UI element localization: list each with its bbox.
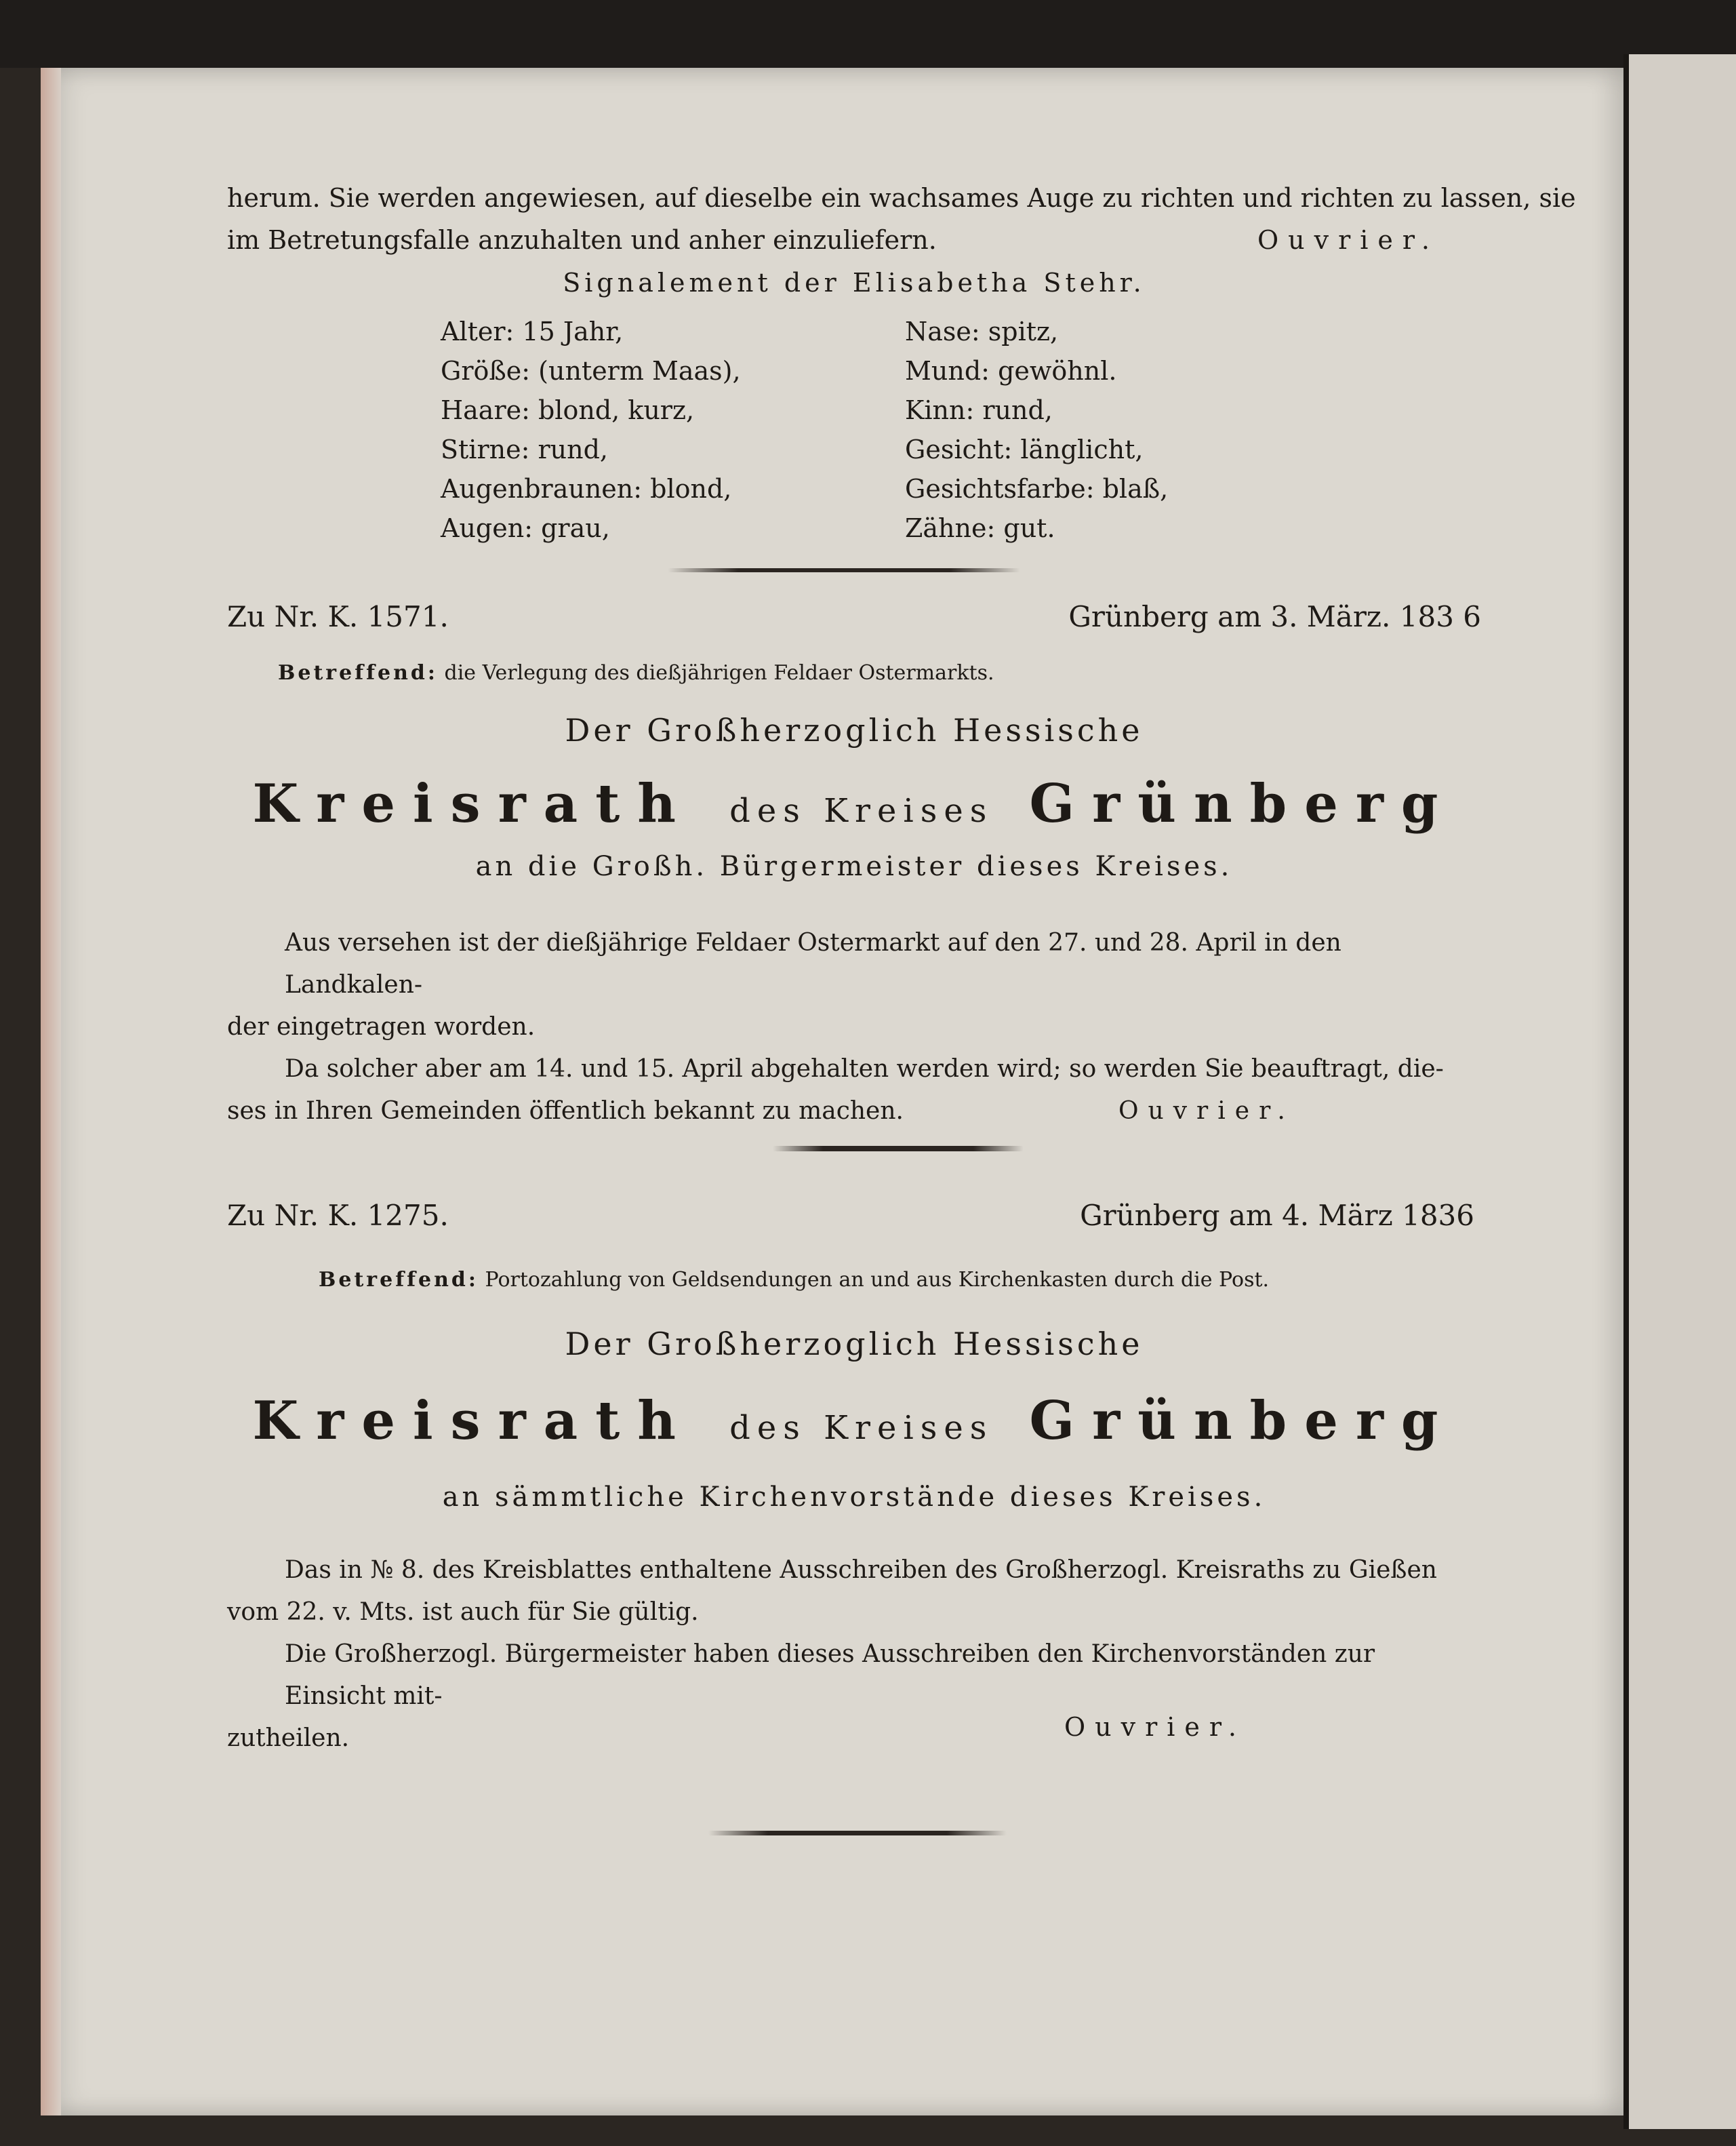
subject-line — [319, 1268, 1573, 1292]
signalement-right-column — [905, 312, 1168, 548]
body-line: Aus versehen ist der dießjährige Feldaer Ostermarkt auf den 27. und 28. April in den Landkalen- — [285, 929, 1341, 999]
signalement-entry: Alter: 15 Jahr, — [441, 317, 624, 346]
heading-word: Kreisrath — [252, 773, 693, 835]
subject-label: Betreffend: — [319, 1268, 479, 1292]
body-text: ses in Ihren Gemeinden öffentlich bekannt zu machen. — [227, 1097, 904, 1125]
institution-heading: Der Großherzoglich Hessische — [565, 1326, 1144, 1362]
body-line — [227, 1090, 1481, 1132]
reference-number: Zu Nr. K. 1571. — [227, 600, 449, 633]
subject-text: die Verlegung des dießjährigen Feldaer Ostermarkts. — [444, 661, 994, 685]
signalement-entry: Gesichtsfarbe: blaß, — [905, 474, 1169, 504]
signalement-entry: Gesicht: länglicht, — [905, 435, 1144, 464]
signalement-entry: Augen: grau, — [441, 513, 610, 543]
signalement-title: Signalement der Elisabetha Stehr. — [563, 268, 1146, 298]
divider — [773, 1146, 1024, 1151]
date: Grünberg am 4. März 1836 — [1080, 1199, 1474, 1232]
signalement-entry: Mund: gewöhnl. — [905, 356, 1117, 386]
subject-line — [278, 661, 1532, 685]
subject-text: Portozahlung von Geldsendungen an und aus Kirchenkasten durch die Post. — [485, 1268, 1270, 1292]
binding-top — [0, 0, 1736, 68]
text-line — [227, 183, 1576, 213]
body-line: der eingetragen worden. — [227, 1013, 536, 1041]
signalement-entry: Augenbraunen: blond, — [441, 474, 732, 504]
body-paragraph — [227, 922, 1481, 1132]
signature: Ouvrier. — [1257, 225, 1439, 255]
signalement-entry: Nase: spitz, — [905, 317, 1059, 346]
divider — [708, 1831, 1007, 1835]
signalement-entry: Haare: blond, kurz, — [441, 395, 695, 425]
heading-word: Grünberg — [1029, 773, 1456, 835]
body-line: Da solcher aber am 14. und 15. April abgehalten werden wird; so werden Sie beauftragt, die- — [285, 1055, 1444, 1083]
heading-word: Kreisrath — [252, 1390, 693, 1452]
heading-word: des Kreises — [729, 1409, 994, 1447]
signalement-left-column — [441, 312, 741, 548]
signature: Ouvrier. — [1064, 1712, 1246, 1742]
body-line: zutheilen. — [227, 1724, 350, 1752]
reference-number: Zu Nr. K. 1275. — [227, 1199, 449, 1232]
addressee: an die Großh. Bürgermeister dieses Kreises. — [475, 851, 1233, 882]
divider — [668, 568, 1020, 572]
body-line: Das in № 8. des Kreisblattes enthaltene Ausschreiben des Großherzogl. Kreisraths zu Gießen — [285, 1556, 1437, 1584]
body-line: vom 22. v. Mts. ist auch für Sie gültig. — [227, 1598, 699, 1626]
reference-line — [227, 600, 1481, 633]
institution-heading: Der Großherzoglich Hessische — [565, 712, 1144, 749]
body-line: Die Großherzogl. Bürgermeister haben dieses Ausschreiben den Kirchenvorständen zur Einsicht mit- — [285, 1640, 1375, 1710]
text-line — [227, 225, 1481, 255]
date: Grünberg am 3. März. 183 6 — [1068, 600, 1481, 633]
heading-word: Grünberg — [1029, 1390, 1456, 1452]
signature: Ouvrier. — [1118, 1097, 1295, 1125]
heading-word: des Kreises — [729, 792, 994, 830]
text-line-1: herum. Sie werden angewiesen, auf dieselbe ein wachsames Auge zu richten und richten zu lassen, sie — [227, 183, 1576, 213]
reference-line — [227, 1199, 1481, 1232]
signalement-entry: Zähne: gut. — [905, 513, 1055, 543]
text-line-2: im Betretungsfalle anzuhalten und anher einzuliefern. — [227, 225, 937, 255]
signalement-entry: Kinn: rund, — [905, 395, 1053, 425]
facing-page — [1623, 54, 1736, 2129]
signalement-entry: Stirne: rund, — [441, 435, 608, 464]
main-heading — [227, 1390, 1481, 1452]
signalement-entry: Größe: (unterm Maas), — [441, 356, 741, 386]
page-edge — [41, 68, 61, 2115]
main-heading — [227, 773, 1481, 835]
subject-label: Betreffend: — [278, 661, 438, 685]
addressee: an sämmtliche Kirchenvorstände dieses Kreises. — [442, 1482, 1266, 1513]
